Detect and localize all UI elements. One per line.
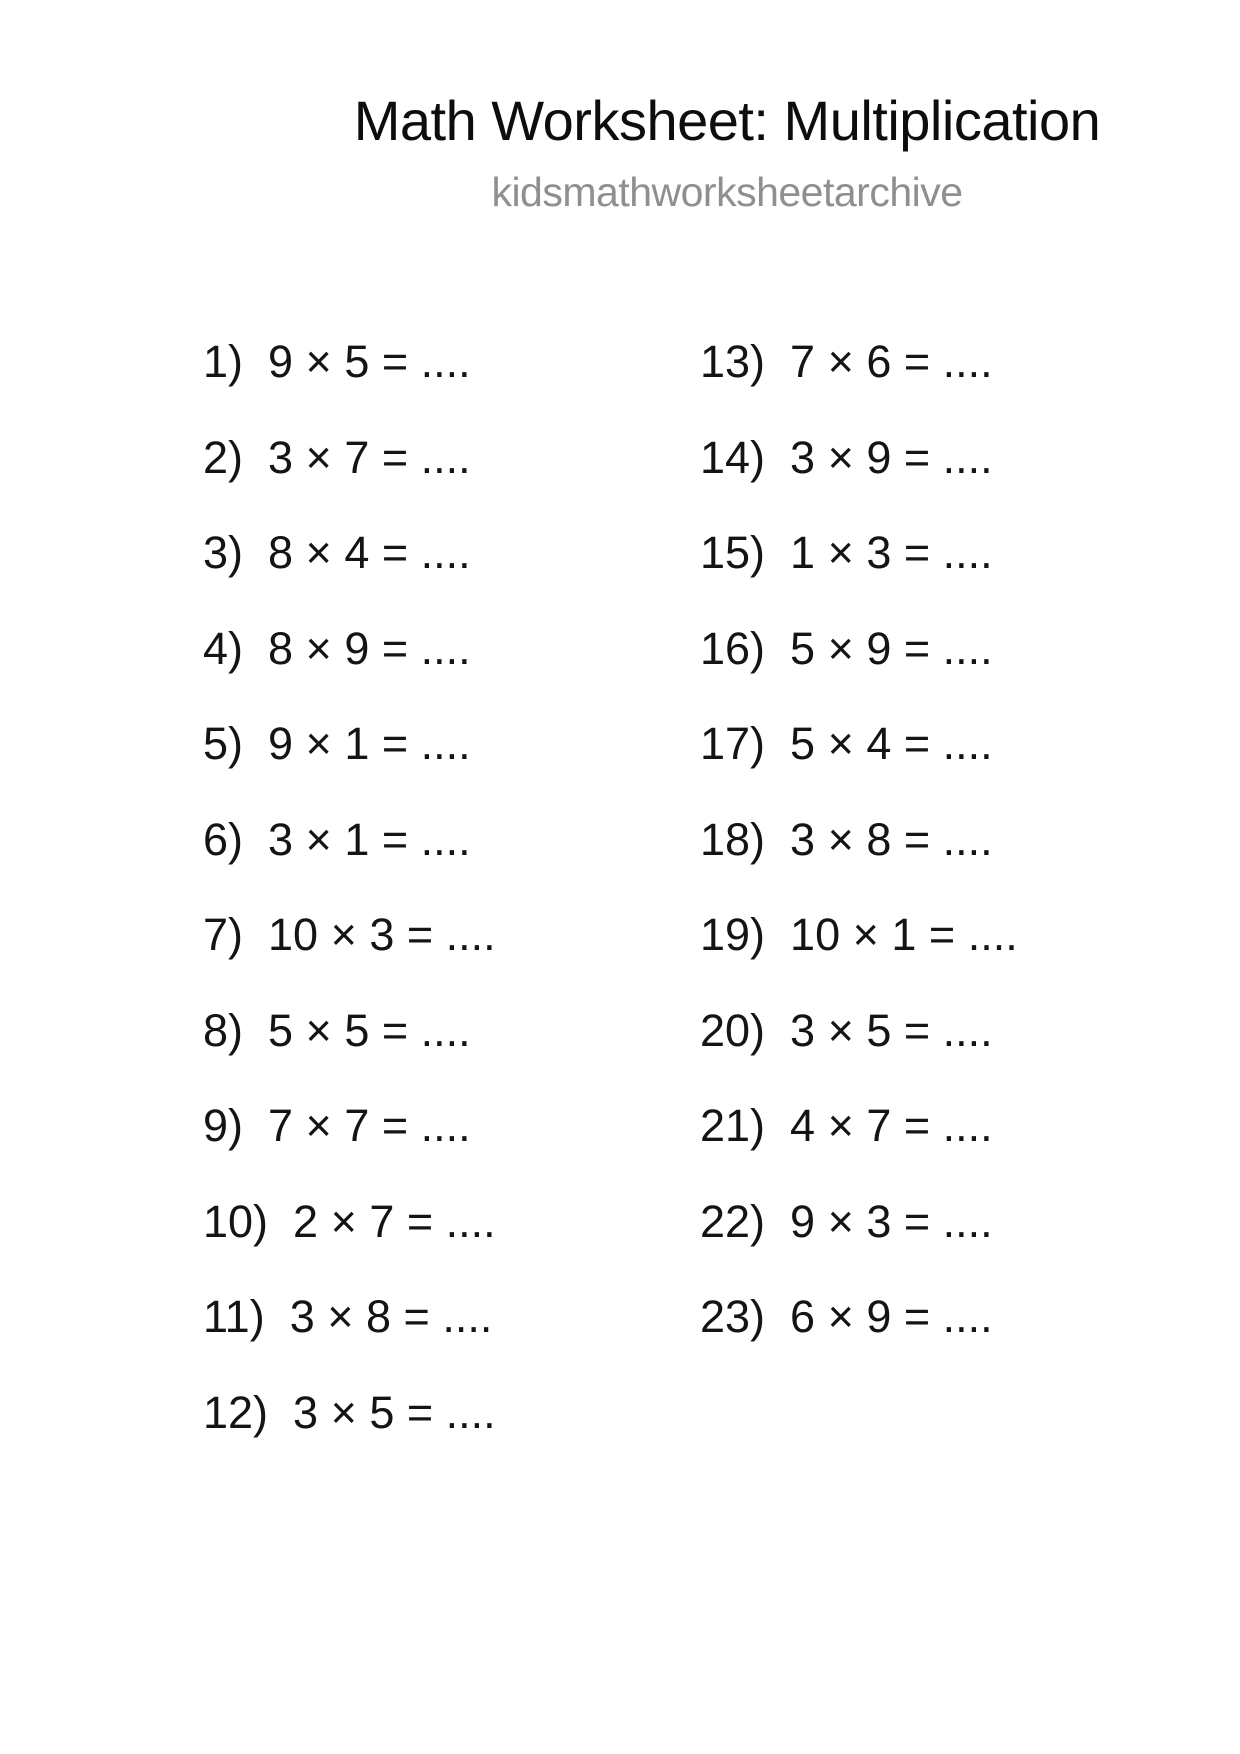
- problem-row: [700, 622, 1018, 722]
- problems-column-left: [203, 336, 496, 1485]
- problem-row: [203, 622, 496, 722]
- problem-row: [700, 336, 1018, 435]
- problem-row: [203, 336, 496, 435]
- problem-number: 14): [700, 431, 766, 483]
- problem-expression: 10 × 3 = ....: [268, 909, 496, 960]
- problem-expression: 3 × 7 = ....: [268, 431, 471, 483]
- problem-number: 22): [700, 1195, 766, 1247]
- problem-expression: 1 × 3 = ....: [790, 527, 993, 578]
- problem-expression: 10 × 1 = ....: [790, 909, 1018, 960]
- problem-number: 13): [700, 336, 766, 387]
- problem-expression: 6 × 9 = ....: [790, 1291, 993, 1342]
- problem-row: [203, 1195, 496, 1295]
- problem-number: 3): [203, 527, 244, 578]
- problem-row: [203, 1100, 496, 1199]
- problem-number: 5): [203, 718, 244, 769]
- problem-row: [700, 909, 1018, 1008]
- problem-number: 11): [203, 1291, 265, 1342]
- page-title: Math Worksheet: Multiplication: [353, 89, 1101, 152]
- problem-row: [203, 1291, 496, 1390]
- problem-number: 17): [700, 718, 766, 769]
- problem-row: [700, 718, 1018, 817]
- problem-expression: 3 × 5 = ....: [293, 1386, 496, 1438]
- problem-expression: 3 × 8 = ....: [289, 1291, 493, 1342]
- problem-number: 21): [700, 1100, 766, 1151]
- problem-number: 4): [203, 622, 244, 674]
- problem-expression: 8 × 4 = ....: [268, 527, 471, 578]
- problem-number: 10): [203, 1195, 269, 1247]
- problem-number: 7): [203, 909, 244, 960]
- problem-expression: 5 × 4 = ....: [790, 718, 993, 769]
- problem-expression: 3 × 1 = ....: [268, 813, 471, 865]
- problem-number: 1): [203, 336, 244, 387]
- worksheet-header: [214, 89, 1240, 216]
- problem-expression: 5 × 9 = ....: [790, 622, 993, 674]
- problem-number: 12): [203, 1386, 269, 1438]
- problem-number: 8): [203, 1004, 244, 1056]
- problem-number: 2): [203, 431, 244, 483]
- problem-expression: 9 × 5 = ....: [268, 336, 471, 387]
- problem-number: 19): [700, 909, 766, 960]
- problem-number: 15): [700, 527, 766, 578]
- problem-number: 18): [700, 813, 766, 865]
- problem-row: [700, 1004, 1018, 1104]
- problems-column-right: [700, 336, 1018, 1390]
- problem-row: [203, 718, 496, 817]
- problem-row: [700, 1195, 1018, 1295]
- problem-expression: 7 × 6 = ....: [790, 336, 993, 387]
- problem-expression: 8 × 9 = ....: [268, 622, 471, 674]
- problem-number: 16): [700, 622, 766, 674]
- page-subtitle: kidsmathworksheetarchive: [491, 168, 963, 215]
- problem-number: 23): [700, 1291, 766, 1342]
- problem-row: [203, 1386, 496, 1486]
- problem-row: [203, 813, 496, 913]
- problem-row: [700, 1100, 1018, 1199]
- problem-row: [203, 527, 496, 626]
- problem-expression: 5 × 5 = ....: [268, 1004, 471, 1056]
- problem-expression: 3 × 5 = ....: [790, 1004, 993, 1056]
- problem-expression: 3 × 9 = ....: [790, 431, 993, 483]
- problem-row: [203, 431, 496, 531]
- problem-row: [700, 1291, 1018, 1390]
- problem-expression: 9 × 1 = ....: [268, 718, 471, 769]
- problem-row: [203, 909, 496, 1008]
- problem-expression: 7 × 7 = ....: [268, 1100, 471, 1151]
- problem-expression: 3 × 8 = ....: [790, 813, 993, 865]
- problem-row: [203, 1004, 496, 1104]
- problem-expression: 2 × 7 = ....: [293, 1195, 496, 1247]
- problem-number: 9): [203, 1100, 244, 1151]
- problems-area: [0, 336, 1240, 1539]
- problem-number: 20): [700, 1004, 766, 1056]
- problem-number: 6): [203, 813, 244, 865]
- problem-row: [700, 813, 1018, 913]
- problem-row: [700, 527, 1018, 626]
- problem-expression: 9 × 3 = ....: [790, 1195, 993, 1247]
- problem-expression: 4 × 7 = ....: [790, 1100, 993, 1151]
- problem-row: [700, 431, 1018, 531]
